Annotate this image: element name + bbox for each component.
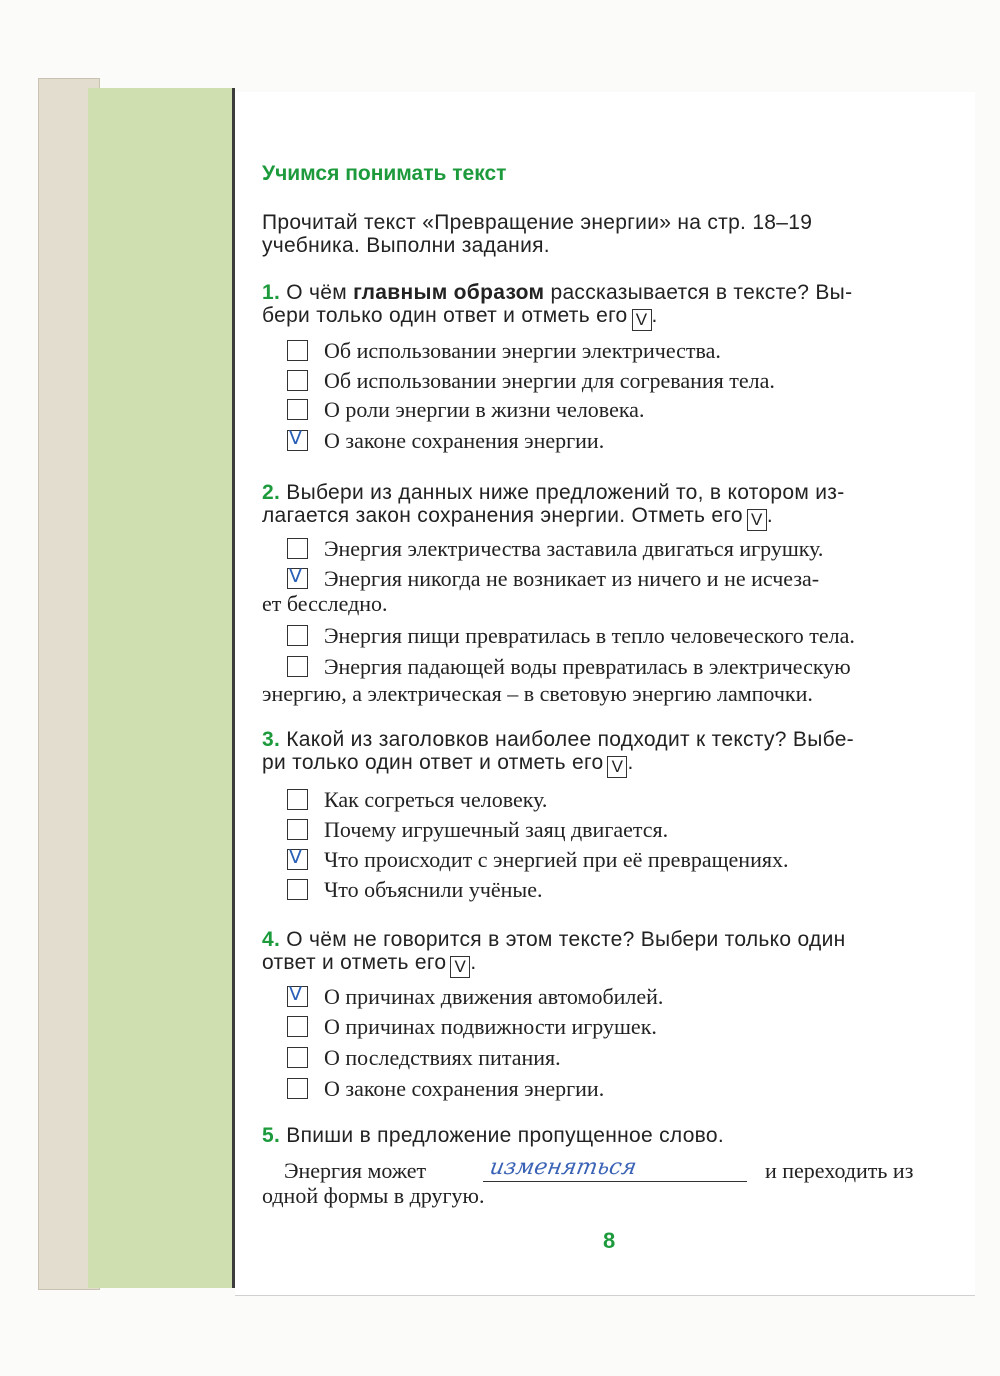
q2-option-2-line-1: Энергия никогда не возникает из ничего и не исчеза- [324,566,820,591]
question-2-line-1 [262,481,845,505]
q1-option-2: Об использовании энергии для согревания тела. [324,368,775,393]
question-1-line-2: бери только один ответ и отметь его V . [262,304,658,329]
intro-line-2: учебника. Выполни задания. [262,234,550,257]
q1-option-3-checkbox[interactable] [287,399,308,420]
question-2-line-2-text: лагается закон сохранения энергии. Отметь его [262,504,743,527]
q1-option-3: О роли энергии в жизни человека. [324,397,645,422]
check-mark-icon: V [289,427,302,449]
question-2-text: Выбери из данных ниже предложений то, в котором из- [286,481,845,504]
q2-option-2-checkbox[interactable] [287,565,308,589]
q1-option-1-checkbox[interactable] [287,340,308,361]
question-3-line-2-text: ри только один ответ и отметь его [262,751,604,774]
section-title: Учимся понимать текст [262,162,507,185]
sample-check-box: V [632,309,652,331]
q3-option-2-checkbox[interactable] [287,819,308,840]
handwritten-answer[interactable]: изменяться [487,1155,639,1180]
check-mark-icon: V [289,846,302,868]
sample-check-box: V [450,956,470,978]
q4-option-2: О причинах подвижности игрушек. [324,1014,657,1039]
q3-option-1: Как согреться человеку. [324,787,548,812]
q2-option-4-line-1: Энергия падающей воды превратилась в электрическую [324,654,851,679]
q2-option-1: Энергия электричества заставила двигаться игрушку. [324,536,824,561]
question-3-line-2: ри только один ответ и отметь его V . [262,751,634,776]
q5-sentence-start: Энергия может [284,1158,427,1183]
question-5-text: Впиши в предложение пропущенное слово. [286,1124,725,1147]
q2-option-2-line-2: ет бесследно. [262,591,388,616]
question-1-number: 1. [262,281,281,304]
question-4-line-1 [262,928,846,952]
q3-option-2: Почему игрушечный заяц двигается. [324,817,669,842]
question-2-line-2: лагается закон сохранения энергии. Отметь его V . [262,504,773,529]
sample-check-box: V [607,756,627,778]
q3-option-3: Что происходит с энергией при её превращениях. [324,847,789,872]
question-1-line-2-text: бери только один ответ и отметь его [262,304,628,327]
q4-option-1: О причинах движения автомобилей. [324,984,664,1009]
q2-option-1-checkbox[interactable] [287,538,308,559]
page-number: 8 [603,1228,616,1253]
question-3-number: 3. [262,728,281,751]
q5-sentence-line-2: одной формы в другую. [262,1183,485,1208]
q3-option-3-checkbox[interactable] [287,846,308,870]
q4-option-4-checkbox[interactable] [287,1078,308,1099]
q2-option-4-checkbox[interactable] [287,656,308,677]
question-4-line-2-text: ответ и отметь его [262,951,447,974]
question-5-number: 5. [262,1124,281,1147]
question-4-line-2: ответ и отметь его V . [262,951,477,976]
q4-option-1-checkbox[interactable] [287,983,308,1007]
q3-option-4: Что объяснили учёные. [324,877,543,902]
question-2-number: 2. [262,481,281,504]
q3-option-4-checkbox[interactable] [287,879,308,900]
q4-option-4: О законе сохранения энергии. [324,1076,605,1101]
q3-option-1-checkbox[interactable] [287,789,308,810]
question-4-text: О чём не говорится в этом тексте? Выбери только один [286,928,846,951]
check-mark-icon: V [289,983,302,1005]
question-4-number: 4. [262,928,281,951]
question-5-line-1 [262,1124,724,1148]
q5-sentence-end: и переходить из [765,1158,914,1183]
q1-option-2-checkbox[interactable] [287,370,308,391]
question-1-line-1 [262,281,852,305]
q1-option-4-checkbox[interactable] [287,427,308,451]
q1-option-1: Об использовании энергии электричества. [324,338,721,363]
green-margin-strip [88,88,235,1288]
q4-option-2-checkbox[interactable] [287,1016,308,1037]
q2-option-3-checkbox[interactable] [287,625,308,646]
sample-check-box: V [747,509,767,531]
question-1-text-b: рассказывается в тексте? Вы- [544,281,853,304]
q4-option-3: О последствиях питания. [324,1045,561,1070]
question-3-text: Какой из заголовков наиболее подходит к тексту? Выбе- [286,728,854,751]
answer-blank-line[interactable] [483,1181,747,1182]
q1-option-4: О законе сохранения энергии. [324,428,605,453]
q2-option-3: Энергия пищи превратилась в тепло человеческого тела. [324,623,855,648]
intro-line-1: Прочитай текст «Превращение энергии» на стр. 18–19 [262,211,813,234]
check-mark-icon: V [289,565,302,587]
q4-option-3-checkbox[interactable] [287,1047,308,1068]
q2-option-4-line-2: энергию, а электрическая – в световую энергию лампочки. [262,681,813,706]
question-3-line-1 [262,728,854,752]
question-1-text-a: О чём [286,281,354,304]
question-1-bold: главным образом [353,281,545,304]
